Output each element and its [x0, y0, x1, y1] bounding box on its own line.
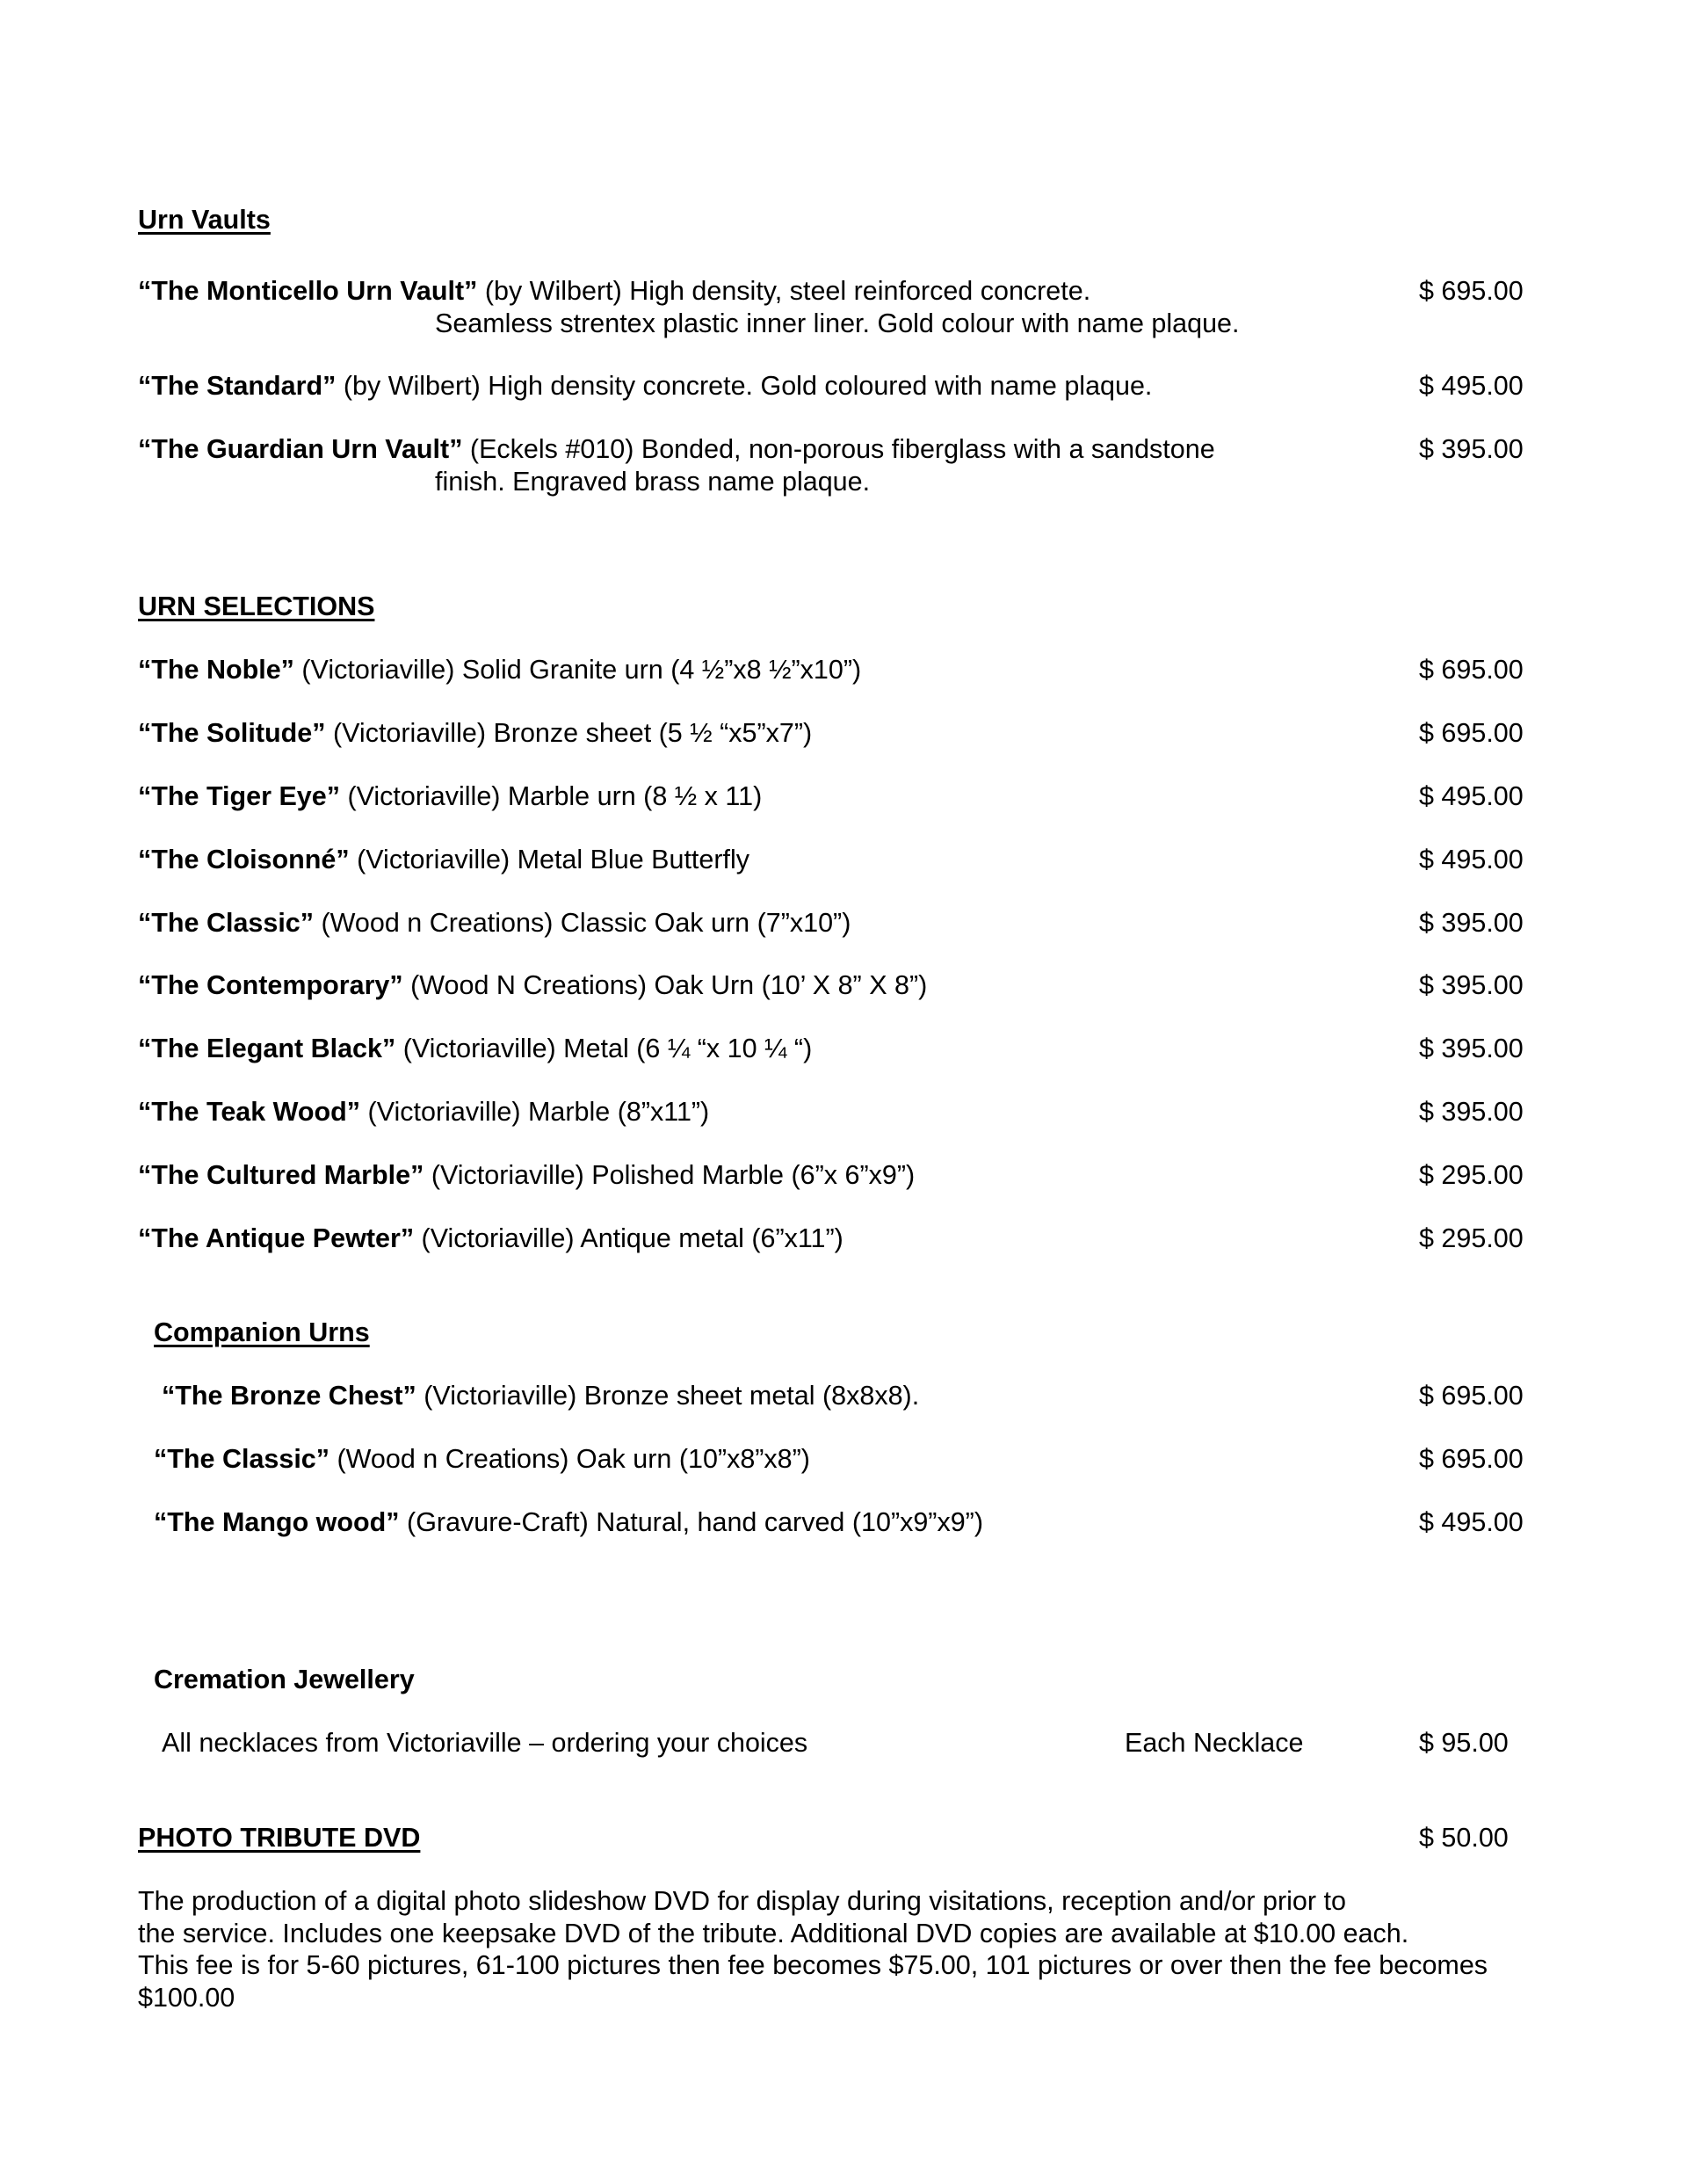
list-item: [138, 844, 749, 875]
item-price: $ 395.00: [1419, 1097, 1524, 1127]
paragraph-line: $100.00: [138, 1982, 235, 2013]
item-price: $ 495.00: [1419, 1507, 1524, 1537]
list-item: [138, 969, 927, 1001]
item-desc: (Victoriaville) Bronze sheet (5 ½ “x5”x7”): [325, 718, 813, 748]
item-price: $ 695.00: [1419, 655, 1524, 685]
item-price: $ 495.00: [1419, 845, 1524, 874]
item-desc-continued: finish. Engraved brass name plaque.: [435, 467, 871, 497]
section-heading-urn-selections: URN SELECTIONS: [138, 591, 375, 621]
item-desc: (by Wilbert) High density, steel reinforced concrete.: [477, 276, 1091, 306]
item-price: $ 695.00: [1419, 718, 1524, 748]
list-item: [162, 1380, 919, 1411]
item-desc: (Victoriaville) Marble (8”x11”): [360, 1097, 710, 1127]
section-heading-companion-urns: Companion Urns: [154, 1317, 370, 1347]
item-name: “The Monticello Urn Vault”: [138, 276, 478, 306]
section-heading-photo-tribute-dvd: PHOTO TRIBUTE DVD: [138, 1823, 421, 1853]
item-price: $ 295.00: [1419, 1160, 1524, 1190]
paragraph-line: This fee is for 5-60 pictures, 61-100 pictures then fee becomes $75.00, 101 pictures or over then the fee becomes: [138, 1950, 1488, 1980]
item-name: “The Classic”: [138, 908, 315, 938]
item-price: $ 695.00: [1419, 1444, 1524, 1474]
jewellery-description: All necklaces from Victoriaville – ordering your choices: [162, 1728, 808, 1758]
item-price: $ 395.00: [1419, 1034, 1524, 1063]
item-desc: (Wood n Creations) Classic Oak urn (7”x10”): [314, 908, 851, 938]
list-item: [154, 1506, 983, 1538]
section-heading-urn-vaults: Urn Vaults: [138, 205, 271, 235]
list-item: [138, 1159, 915, 1191]
item-name: “The Contemporary”: [138, 970, 403, 1000]
item-price: $ 395.00: [1419, 970, 1524, 1000]
item-desc: (Victoriaville) Bronze sheet metal (8x8x8).: [416, 1381, 920, 1411]
section-heading-cremation-jewellery: Cremation Jewellery: [154, 1665, 415, 1694]
item-price: $ 395.00: [1419, 434, 1524, 464]
item-desc: (Victoriaville) Solid Granite urn (4 ½”x8 ½”x10”): [293, 655, 862, 685]
item-desc: (Wood n Creations) Oak urn (10”x8”x8”): [329, 1444, 810, 1474]
item-desc: (Victoriaville) Metal Blue Butterfly: [349, 845, 750, 874]
list-item: [138, 717, 812, 749]
list-item: [138, 780, 762, 812]
item-desc: (Victoriaville) Metal (6 ¼ “x 10 ¼ “): [395, 1034, 813, 1063]
item-desc: (Victoriaville) Marble urn (8 ½ x 11): [339, 781, 763, 811]
item-price: $ 495.00: [1419, 781, 1524, 811]
list-item: [138, 1096, 709, 1128]
item-name: “The Noble”: [138, 655, 294, 685]
item-desc: (Victoriaville) Polished Marble (6”x 6”x9”): [424, 1160, 916, 1190]
item-name: “The Tiger Eye”: [138, 781, 340, 811]
item-desc: (Victoriaville) Antique metal (6”x11”): [414, 1223, 844, 1253]
item-price: $ 395.00: [1419, 908, 1524, 938]
list-item: [138, 1223, 844, 1254]
jewellery-unit: Each Necklace: [1125, 1728, 1304, 1758]
item-name: “The Standard”: [138, 371, 337, 401]
item-desc: (by Wilbert) High density concrete. Gold coloured with name plaque.: [336, 371, 1153, 401]
list-item: [138, 1033, 812, 1064]
item-price: $ 50.00: [1419, 1823, 1509, 1853]
paragraph-line: the service. Includes one keepsake DVD of the tribute. Additional DVD copies are available at $10.00 each.: [138, 1918, 1409, 1948]
item-name: “The Classic”: [154, 1444, 330, 1474]
list-item: [138, 433, 1215, 465]
item-desc-continued: Seamless strentex plastic inner liner. Gold colour with name plaque.: [435, 308, 1240, 338]
item-name: “The Solitude”: [138, 718, 326, 748]
item-price: $ 95.00: [1419, 1728, 1509, 1758]
list-item: [138, 907, 851, 939]
item-price: $ 695.00: [1419, 276, 1524, 306]
item-name: “The Guardian Urn Vault”: [138, 434, 463, 464]
item-desc: (Eckels #010) Bonded, non-porous fiberglass with a sandstone: [462, 434, 1215, 464]
paragraph-line: The production of a digital photo slideshow DVD for display during visitations, reception and/or prior to: [138, 1886, 1346, 1916]
list-item: [138, 654, 861, 686]
item-name: “The Cloisonné”: [138, 845, 350, 874]
item-name: “The Antique Pewter”: [138, 1223, 415, 1253]
item-name: “The Cultured Marble”: [138, 1160, 424, 1190]
list-item: [138, 370, 1152, 402]
item-price: $ 695.00: [1419, 1381, 1524, 1411]
item-price: $ 295.00: [1419, 1223, 1524, 1253]
photo-tribute-description: [138, 1885, 1561, 2013]
list-item: [154, 1443, 810, 1475]
list-item: [138, 275, 1090, 307]
item-name: “The Bronze Chest”: [162, 1381, 416, 1411]
item-desc: (Wood N Creations) Oak Urn (10’ X 8” X 8”): [402, 970, 928, 1000]
item-name: “The Elegant Black”: [138, 1034, 396, 1063]
item-desc: (Gravure-Craft) Natural, hand carved (10”x9”x9”): [399, 1507, 983, 1537]
item-name: “The Mango wood”: [154, 1507, 400, 1537]
item-name: “The Teak Wood”: [138, 1097, 361, 1127]
item-price: $ 495.00: [1419, 371, 1524, 401]
